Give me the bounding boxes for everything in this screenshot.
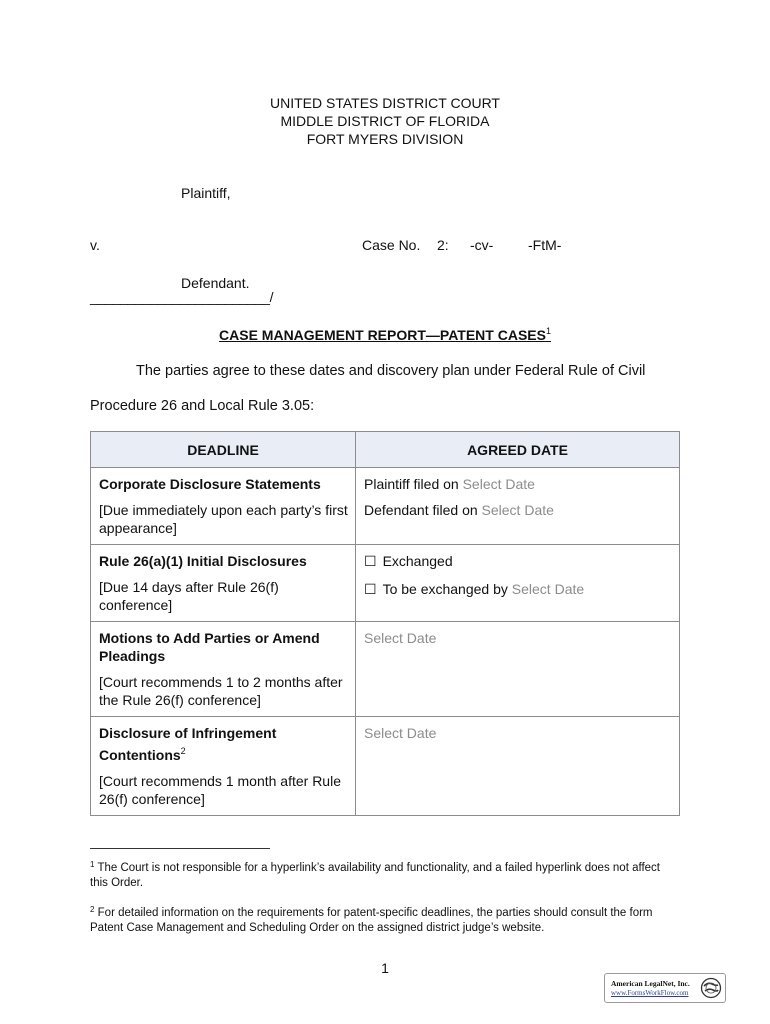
deadline-table bbox=[90, 431, 680, 816]
footnote-ref-1: 1 bbox=[545, 326, 551, 336]
case-number-prefix: 2: bbox=[437, 237, 449, 253]
footnote-1-mark: 1 bbox=[90, 860, 95, 869]
globe-icon bbox=[700, 977, 722, 999]
footnote-2-mark: 2 bbox=[90, 905, 95, 914]
agreed-date-cell bbox=[356, 468, 680, 545]
table-row bbox=[91, 622, 680, 717]
to-be-exchanged-label: To be exchanged by bbox=[382, 581, 508, 597]
table-row bbox=[91, 717, 680, 816]
deadline-title bbox=[99, 724, 348, 764]
deadline-note: [Due immediately upon each party’s first appearance] bbox=[99, 502, 348, 536]
table-row bbox=[91, 545, 680, 622]
exchanged-checkbox[interactable]: ☐ bbox=[364, 553, 377, 569]
intro-line-2: Procedure 26 and Local Rule 3.05: bbox=[90, 398, 315, 414]
to-be-exchanged-checkbox[interactable]: ☐ bbox=[364, 581, 377, 597]
versus-label: v. bbox=[90, 237, 100, 253]
deadline-note: [Court recommends 1 to 2 months after the Rule 26(f) conference] bbox=[99, 674, 343, 708]
header-deadline: DEADLINE bbox=[91, 432, 356, 468]
case-number-cv: -cv- bbox=[470, 237, 494, 253]
logo-url-link[interactable]: www.FormsWorkFlow.com bbox=[611, 989, 689, 997]
case-number-ftm: -FtM- bbox=[528, 237, 562, 253]
plaintiff-date-picker[interactable]: Select Date bbox=[462, 476, 535, 492]
to-be-exchanged-option bbox=[364, 580, 672, 598]
defendant-filed-label: Defendant filed on bbox=[364, 502, 478, 518]
defendant-filed-line bbox=[364, 501, 672, 519]
division-name: FORT MYERS DIVISION bbox=[306, 131, 464, 147]
deadline-cell bbox=[91, 622, 356, 717]
amend-pleadings-date-picker[interactable]: Select Date bbox=[364, 630, 437, 646]
caption-rule-line: ________________________/ bbox=[90, 289, 274, 305]
table-row bbox=[91, 468, 680, 545]
deadline-note: [Due 14 days after Rule 26(f) conference] bbox=[99, 579, 279, 613]
court-name: UNITED STATES DISTRICT COURT bbox=[270, 95, 500, 111]
infringement-date-picker[interactable]: Select Date bbox=[364, 725, 437, 741]
plaintiff-filed-line bbox=[364, 475, 672, 493]
logo-company-name: American LegalNet, Inc. bbox=[611, 979, 690, 988]
footnote-2 bbox=[90, 902, 680, 936]
table-header-row bbox=[91, 432, 680, 468]
agreed-date-cell bbox=[356, 622, 680, 717]
exchanged-label: Exchanged bbox=[382, 553, 453, 569]
defendant-date-picker[interactable]: Select Date bbox=[481, 502, 554, 518]
district-name: MIDDLE DISTRICT OF FLORIDA bbox=[280, 113, 490, 129]
page-number: 1 bbox=[381, 960, 389, 976]
deadline-cell bbox=[91, 717, 356, 816]
plaintiff-label: Plaintiff, bbox=[181, 185, 231, 201]
document-title-text: CASE MANAGEMENT REPORT—PATENT CASES bbox=[219, 327, 546, 343]
footnote-ref-2: 2 bbox=[180, 746, 186, 756]
agreed-date-cell bbox=[356, 545, 680, 622]
legalnet-logo bbox=[604, 973, 726, 1003]
agreed-date-cell bbox=[356, 717, 680, 816]
footnote-2-text: For detailed information on the requirements for patent-specific deadlines, the parties should consult the form Patent Case Management and Scheduling Order on the assigned district judge’s website. bbox=[90, 907, 653, 934]
deadline-title: Rule 26(a)(1) Initial Disclosures bbox=[99, 553, 307, 569]
deadline-title-text: Disclosure of Infringement Contentions bbox=[99, 725, 277, 763]
deadline-title: Corporate Disclosure Statements bbox=[99, 476, 321, 492]
deadline-cell bbox=[91, 545, 356, 622]
deadline-note: [Court recommends 1 month after Rule 26(f) conference] bbox=[99, 773, 341, 807]
footnote-separator bbox=[90, 848, 270, 849]
intro-line-1: The parties agree to these dates and discovery plan under Federal Rule of Civil bbox=[136, 363, 646, 379]
case-number-label: Case No. bbox=[362, 237, 421, 253]
footnote-1-text: The Court is not responsible for a hyperlink’s availability and functionality, and a failed hyperlink does not affect this Order. bbox=[90, 862, 660, 889]
footnote-1 bbox=[90, 857, 680, 891]
defendant-label: Defendant. bbox=[181, 275, 250, 291]
deadline-cell bbox=[91, 468, 356, 545]
deadline-title: Motions to Add Parties or Amend Pleadings bbox=[99, 630, 320, 664]
exchanged-option bbox=[364, 552, 672, 570]
plaintiff-filed-label: Plaintiff filed on bbox=[364, 476, 459, 492]
document-title bbox=[0, 326, 770, 343]
exchange-date-picker[interactable]: Select Date bbox=[511, 581, 585, 597]
header-agreed-date: AGREED DATE bbox=[356, 432, 680, 468]
